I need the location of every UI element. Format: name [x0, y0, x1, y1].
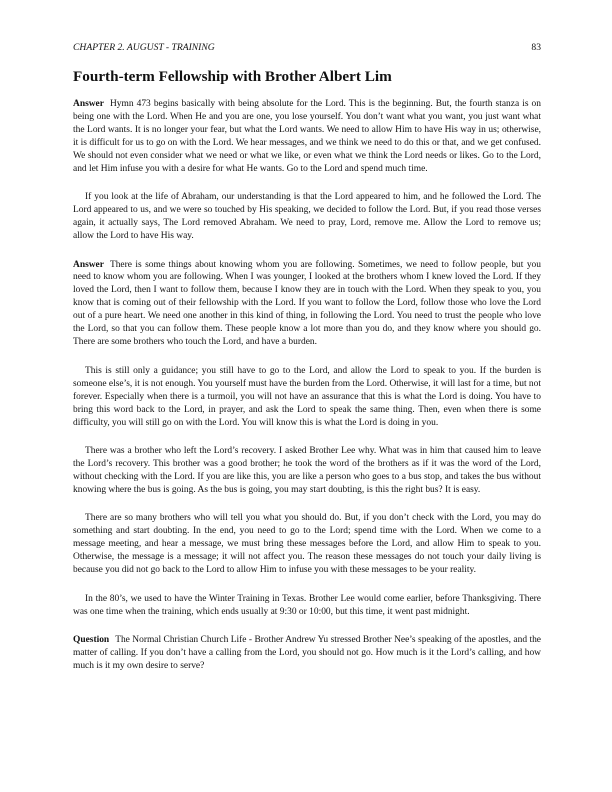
paragraph-text: If you look at the life of Abraham, our understanding is that the Lord appeared to him, and he followed the Lord. The Lord appeared to us, and we were so touched by His speaking, we decided to follow the Lord. But, if you read those verses again, it actually says, The Lord removed Abraham. We need to pray, Lord, remove me. Allow the Lord to remove us; allow the Lord to have His way.: [73, 192, 541, 242]
document-page: [73, 42, 541, 688]
paragraph-text: There are so many brothers who will tell you what you should do. But, if you don’t check with the Lord, you may do something and start doubting. In the end, you need to go to the Lord; spend time with the Lord. When we come to a message meeting, and hear a message, we must bring these messages before the Lord, and allow Him to speak to you. Otherwise, the message is a message; it will not affect you. The reason these messages do not touch your daily living is because you did not go back to the Lord to allow Him to infuse you with these messages to be your reality.: [73, 513, 541, 576]
paragraph-text: Hymn 473 begins basically with being absolute for the Lord. This is the beginning. But, the fourth stanza is on being one with the Lord. When He and you are one, you lose yourself. You don’t want what you want, you just want what the Lord wants. It is no longer your fear, but what the Lord wants. We need to allow Him to have His way in us; otherwise, it is difficult for us to go on with the Lord. We hear messages, and we think we need to do this or that, and we get confused. We should not even consider what we need or what we like, or even what we think the Lord needs or likes. Go to the Lord, and let Him infuse you with a desire for what He wants. Go to the Lord and spend much time.: [73, 99, 541, 174]
paragraph-abraham: [73, 191, 541, 243]
paragraph-label: Answer: [73, 259, 104, 270]
paragraph-label: Question: [73, 634, 110, 645]
paragraph-label: Answer: [73, 99, 104, 109]
paragraph-text: The Normal Christian Church Life - Brother Andrew Yu stressed Brother Nee’s speaking of the apostles, and the matter of calling. If you don’t have a calling from the Lord, you should not go. How much is it the Lord’s calling, and how much is it my own desire to serve?: [73, 634, 541, 671]
page-number: 83: [531, 42, 541, 53]
paragraph-messages: [73, 512, 541, 577]
paragraph-question: [73, 634, 541, 673]
paragraph-guidance: [73, 365, 541, 430]
paragraph-answer-1: [73, 98, 541, 176]
section-title: Fourth-term Fellowship with Brother Albert Lim: [73, 68, 392, 85]
paragraph-text: There was a brother who left the Lord’s recovery. I asked Brother Lee why. What was in him that caused him to leave the Lord’s recovery. This brother was a good brother; he took the word of the brothers as if it was the word of the Lord, without checking with the Lord. If you are like this, you are like a person who goes to a bus stop, and takes the bus without knowing where the bus is going. As the bus is going, you may start doubting, is this the right bus? It is easy.: [73, 445, 541, 495]
paragraph-text: This is still only a guidance; you still have to go to the Lord, and allow the Lord to speak to you. If the burden is someone else’s, it is not enough. You yourself must have the burden from the Lord. Otherwise, it will last for a time, but not forever. Especially when there is a turmoil, you will not have an assurance that this is what the Lord is doing. You have to bring this word back to the Lord, in prayer, and ask the Lord to speak the same thing. Then, even when there is some difficulty, you will still go on with the Lord. You will know this is what the Lord is doing in you.: [73, 365, 541, 428]
paragraph-winter-training: [73, 593, 541, 619]
paragraph-text: In the 80’s, we used to have the Winter Training in Texas. Brother Lee would come earlier, before Thanksgiving. There was one time when the training, which ends usually at 9:30 or 10:00, but this time, it went past midnight.: [73, 593, 541, 617]
running-header: [73, 42, 541, 54]
paragraph-text: There is some things about knowing whom you are following. Sometimes, we need to follow people, but you need to know whom you are following. When I was younger, I looked at the brothers whom I knew loved the Lord. If they loved the Lord, then I want to follow them, because I know they are in touch with the Lord. When they speak to you, you know that is coming out of their fellowship with the Lord. If you want to follow the Lord, follow those who love the Lord out of a pure heart. We need one another in this kind of thing, in following the Lord. You need to trust the people who love the Lord, so that you can follow them. These people know a lot more than you do, and they know where you should go. There are some brothers who touch the Lord, and have a burden.: [73, 259, 541, 348]
chapter-heading: CHAPTER 2. AUGUST - TRAINING: [73, 42, 215, 53]
paragraph-brother-left: [73, 445, 541, 497]
paragraph-answer-2: [73, 259, 541, 350]
